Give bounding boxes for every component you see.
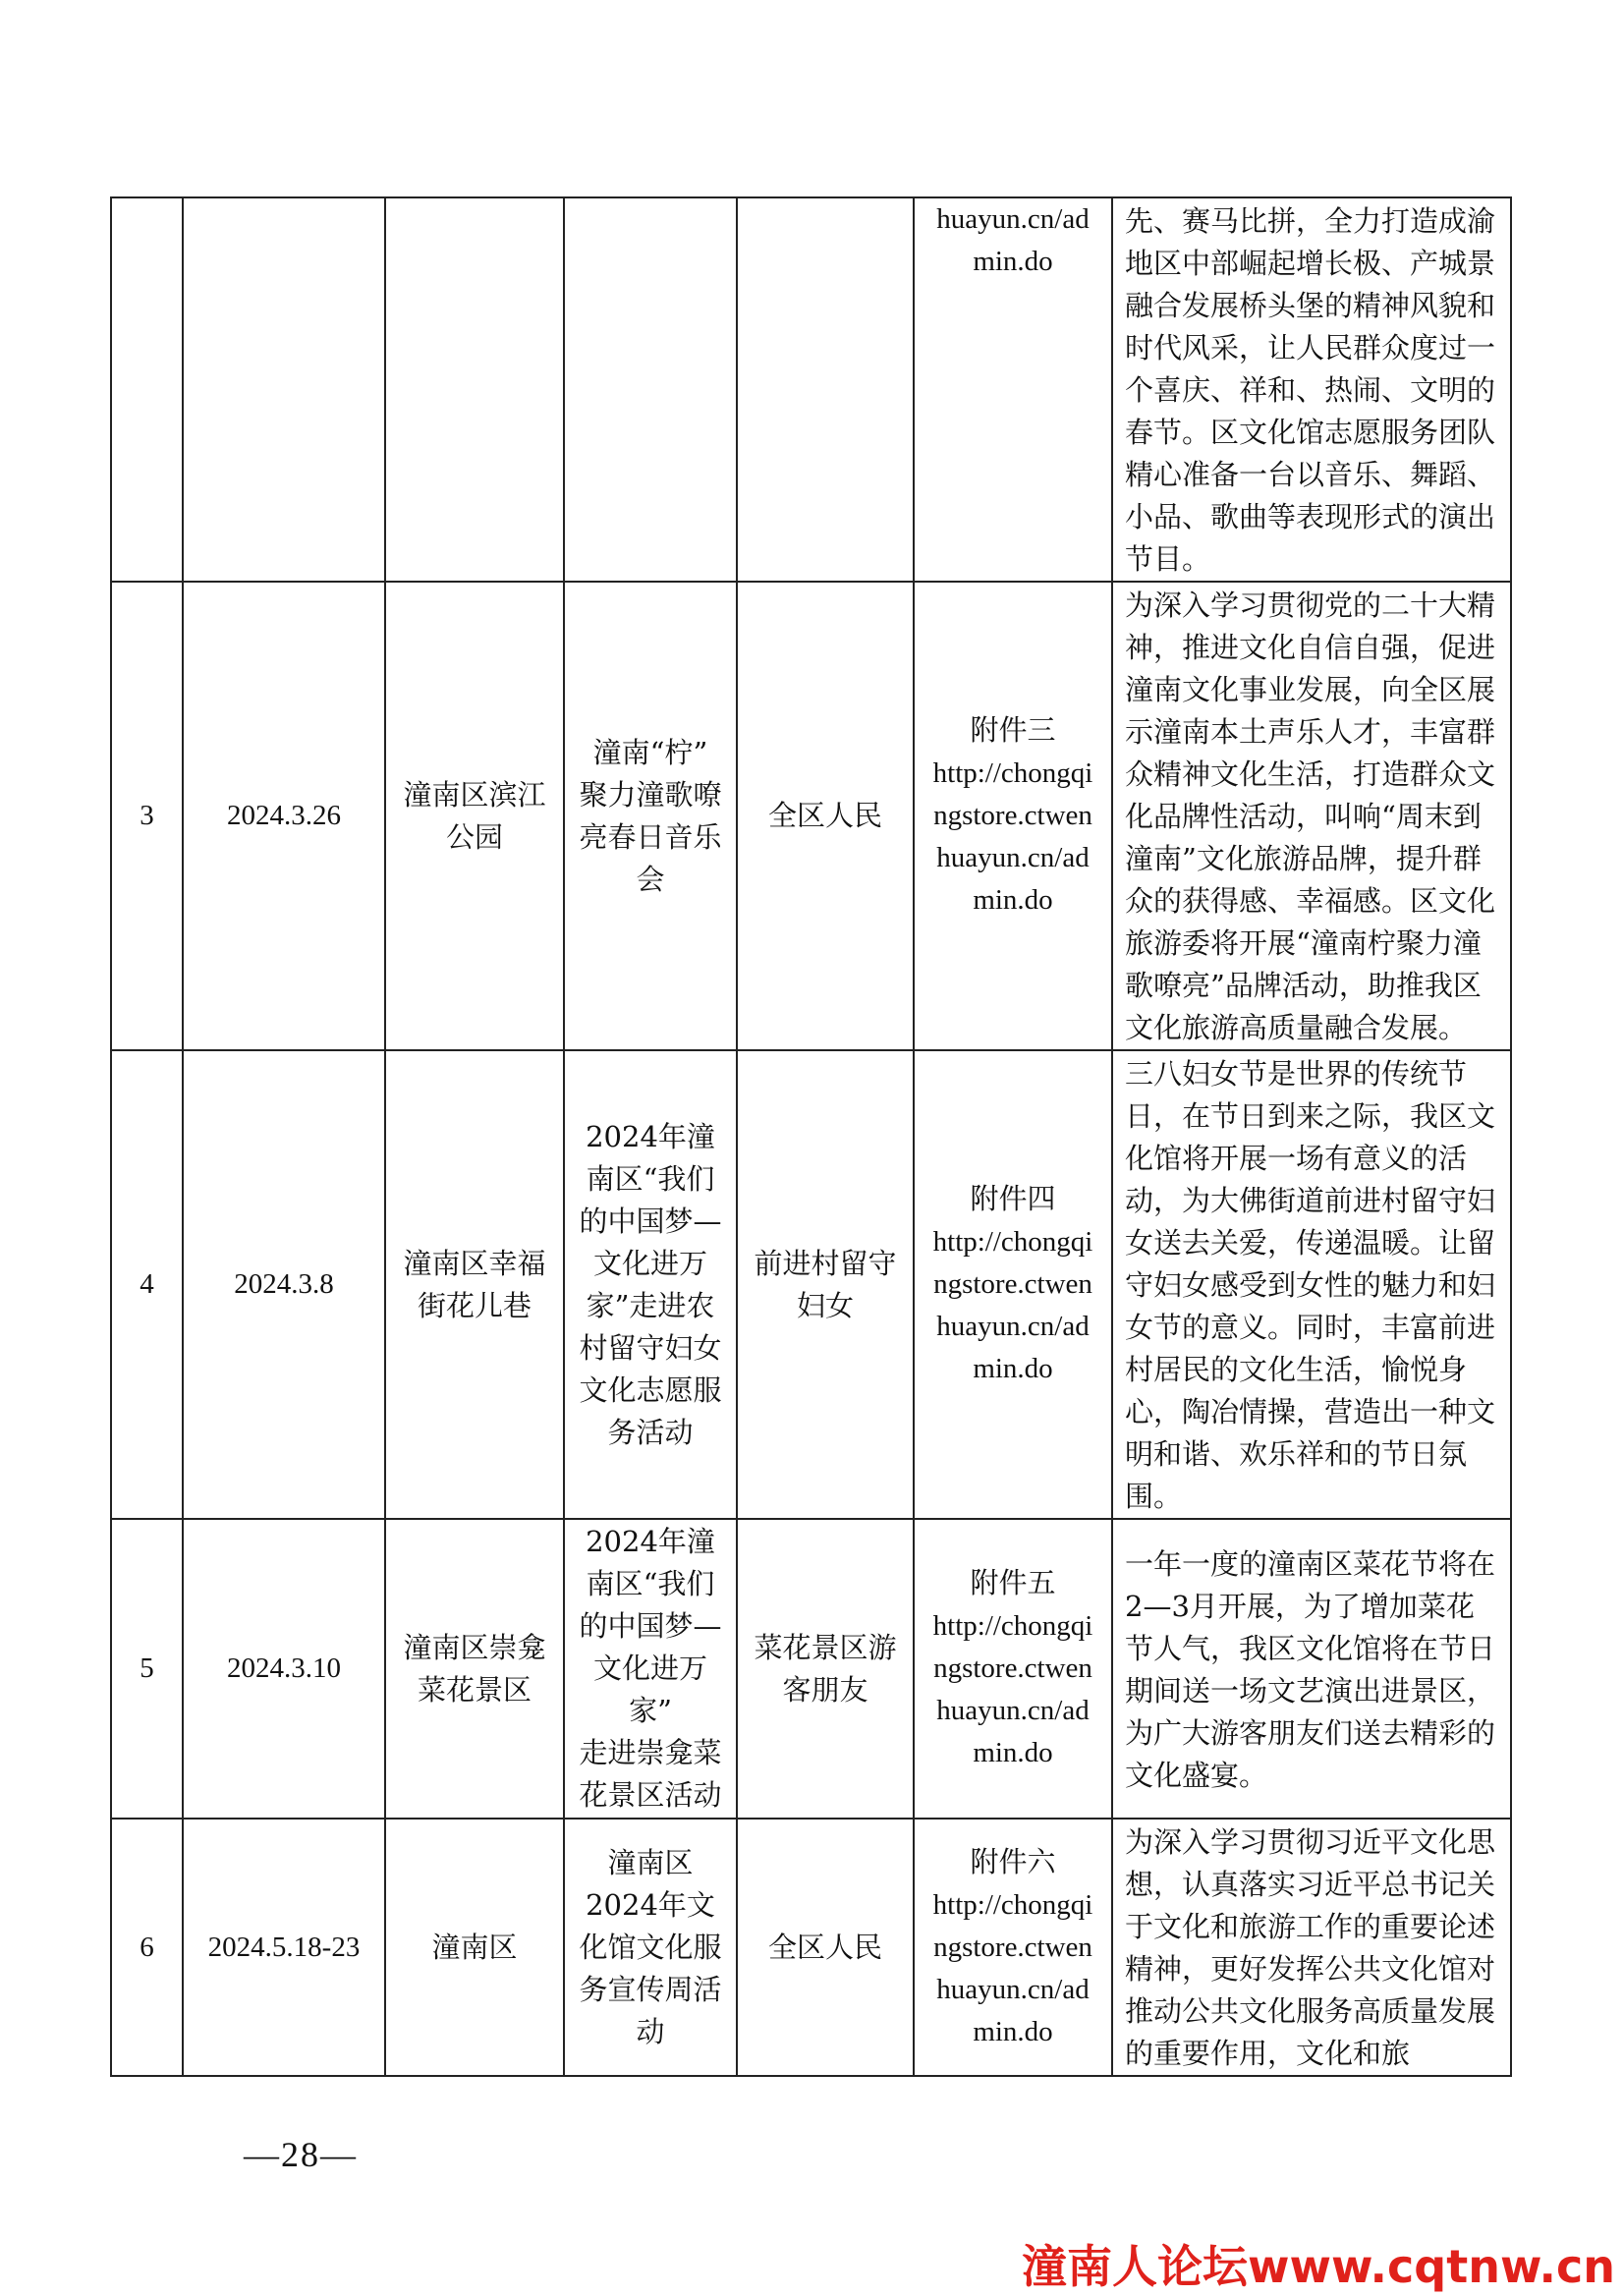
row-link: 附件五 http://chongqi ngstore.ctwen huayun.cn/ad min.do: [914, 1519, 1112, 1819]
row-date: 2024.3.26: [183, 582, 385, 1050]
row-audience: 前进村留守 妇女: [737, 1050, 914, 1519]
row-description: 一年一度的潼南区菜花节将在2—3月开展，为了增加菜花节人气，我区文化馆将在节日期间送一场文艺演出进景区，为广大游客朋友们送去精彩的文化盛宴。: [1112, 1519, 1511, 1819]
row-activity: 潼南区 2024年文 化馆文化服 务宣传周活 动: [564, 1819, 737, 2076]
row-activity: 潼南“柠” 聚力潼歌嘹 亮春日音乐 会: [564, 582, 737, 1050]
row-link: huayun.cn/ad min.do: [914, 197, 1112, 582]
row-audience: 菜花景区游 客朋友: [737, 1519, 914, 1819]
row-audience: 全区人民: [737, 582, 914, 1050]
row-number: 3: [111, 582, 183, 1050]
row-number: 4: [111, 1050, 183, 1519]
row-activity: 2024年潼 南区“我们 的中国梦— 文化进万 家” 走进崇龛菜 花景区活动: [564, 1519, 737, 1819]
site-watermark: 潼南人论坛www.cqtnw.cn: [1022, 2240, 1615, 2293]
row-date: 2024.3.8: [183, 1050, 385, 1519]
row-number: 5: [111, 1519, 183, 1819]
table-row: [111, 582, 1511, 1050]
table-row: [111, 1050, 1511, 1519]
row-description: 为深入学习贯彻习近平文化思想，认真落实习近平总书记关于文化和旅游工作的重要论述精神，更好发挥公共文化馆对推动公共文化服务高质量发展的重要作用，文化和旅: [1112, 1819, 1511, 2076]
row-link: 附件四 http://chongqi ngstore.ctwen huayun.cn/ad min.do: [914, 1050, 1112, 1519]
table-row: [111, 1819, 1511, 2076]
row-date: 2024.5.18-23: [183, 1819, 385, 2076]
row-audience: [737, 197, 914, 582]
activities-table: [110, 196, 1512, 2077]
row-location: 潼南区: [385, 1819, 564, 2076]
row-link: 附件三 http://chongqi ngstore.ctwen huayun.cn/ad min.do: [914, 582, 1112, 1050]
row-number: 6: [111, 1819, 183, 2076]
row-activity: [564, 197, 737, 582]
row-location: 潼南区幸福 街花儿巷: [385, 1050, 564, 1519]
row-location: 潼南区滨江 公园: [385, 582, 564, 1050]
row-location: 潼南区崇龛 菜花景区: [385, 1519, 564, 1819]
row-activity: 2024年潼 南区“我们 的中国梦— 文化进万 家”走进农 村留守妇女 文化志愿服 务活动: [564, 1050, 737, 1519]
table-row: [111, 197, 1511, 582]
page-number: —28—: [244, 2135, 358, 2174]
row-description: 为深入学习贯彻党的二十大精神，推进文化自信自强，促进潼南文化事业发展，向全区展示潼南本土声乐人才，丰富群众精神文化生活，打造群众文化品牌性活动，叫响“周末到潼南”文化旅游品牌，提升群众的获得感、幸福感。区文化旅游委将开展“潼南柠聚力潼歌嘹亮”品牌活动，助推我区文化旅游高质量融合发展。: [1112, 582, 1511, 1050]
row-date: [183, 197, 385, 582]
row-description: 先、赛马比拼，全力打造成渝地区中部崛起增长极、产城景融合发展桥头堡的精神风貌和时代风采，让人民群众度过一个喜庆、祥和、热闹、文明的春节。区文化馆志愿服务团队精心准备一台以音乐、舞蹈、小品、歌曲等表现形式的演出节目。: [1112, 197, 1511, 582]
row-date: 2024.3.10: [183, 1519, 385, 1819]
row-link: 附件六 http://chongqi ngstore.ctwen huayun.cn/ad min.do: [914, 1819, 1112, 2076]
row-description: 三八妇女节是世界的传统节日，在节日到来之际，我区文化馆将开展一场有意义的活动，为大佛街道前进村留守妇女送去关爱，传递温暖。让留守妇女感受到女性的魅力和妇女节的意义。同时，丰富前进村居民的文化生活，愉悦身心，陶冶情操，营造出一种文明和谐、欢乐祥和的节日氛围。: [1112, 1050, 1511, 1519]
table-row: [111, 1519, 1511, 1819]
row-audience: 全区人民: [737, 1819, 914, 2076]
row-location: [385, 197, 564, 582]
row-number: [111, 197, 183, 582]
